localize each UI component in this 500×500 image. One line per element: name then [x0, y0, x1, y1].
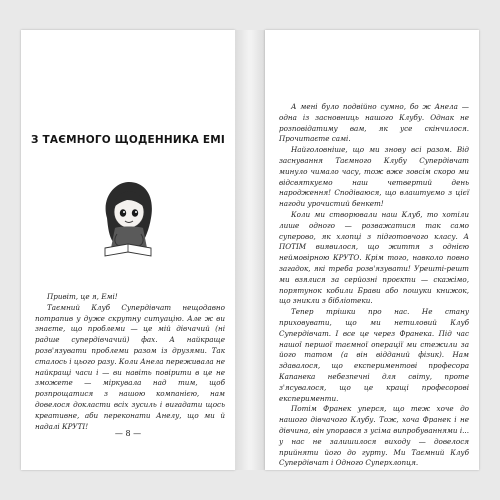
paragraph: Привіт, це я, Емі!	[47, 292, 118, 301]
paragraph: Тепер трішки про нас. Не стану приховувати, що ми нетиловий Клуб Супердівчат. І все це через Франека. Під час нашої першої таємної операції ми стежили за його татом (а він відданий фізик). Нам здавалося, що експериментові професора Капанека небезпечні для світу, проте з'ясувалося, що це кращі професорові експерименти.	[279, 307, 469, 403]
book-gutter	[235, 30, 265, 470]
left-page	[21, 30, 235, 470]
left-page-text	[35, 292, 225, 432]
diary-heading: З ТАЄМНОГО ЩОДЕННИКА ЕМІ	[31, 134, 225, 146]
girl-with-book-illustration	[93, 178, 163, 260]
right-page-text	[279, 102, 469, 469]
paragraph: Найголовніше, що ми знову всі разом. Від заснування Таємного Клубу Супердівчат минуло чимало часу, тож вже зовсім скоро ми відсвяткуємо наш четвертий день народження! Сподіваюся, що влаштуємо з цієї нагоди урочистий бенкет!	[279, 145, 469, 209]
paragraph: Таємний Клуб Супердівчат нещодавно потрапив у дуже скрутну ситуацію. Але ж ви знаєте, що проблеми — це мій дівчачий (ні радше супердівчачий) фах. А найкраще розв'язувати проблеми разом із друзями. Так сталось і цього разу. Коли Анела переживала не найкращі часи і — ви навіть повірити в це не зможете — міркувала над тим, щоб розпрощатися з нашою компанією, нам довелося докласти всіх зусиль і вигадати щось креативне, аби переконати Анелу, що ми й надалі КРУТІ!	[35, 302, 225, 431]
right-page	[265, 30, 479, 470]
paragraph: А мені було подвійно сумно, бо ж Анела — одна із засновниць нашого Клубу. Однак не розповідатиму вам, як усе скінчилося. Прочитаєте самі.	[279, 102, 469, 144]
page-number: — 8 —	[114, 429, 142, 438]
paragraph: Коли ми створювали наш Клуб, то хотіли лише одного — розважатися так само суперово, як хлопці з підготовчого класу. А ПОТІМ виявилося, що життя з однією неймовірною КРУТО. Крім того, навколо повно загадок, які треба розв'язувати! Урешті-решт ми взялися за серйозні проєкти — скажімо, порятунок кобили Брави або пошуки книжок, що зникли з бібліотеки.	[279, 209, 469, 306]
paragraph: Потім Франек уперся, що теж хоче до нашого дівчачого Клубу. Тож, хоча Франек і не дівчина, він упорався з усіма випробуваннями і... у нас не залишилося виходу — довелося прийняти його до гурту. Ми Таємний Клуб Супердівчат і Одного Суперхлопця.	[279, 404, 469, 468]
